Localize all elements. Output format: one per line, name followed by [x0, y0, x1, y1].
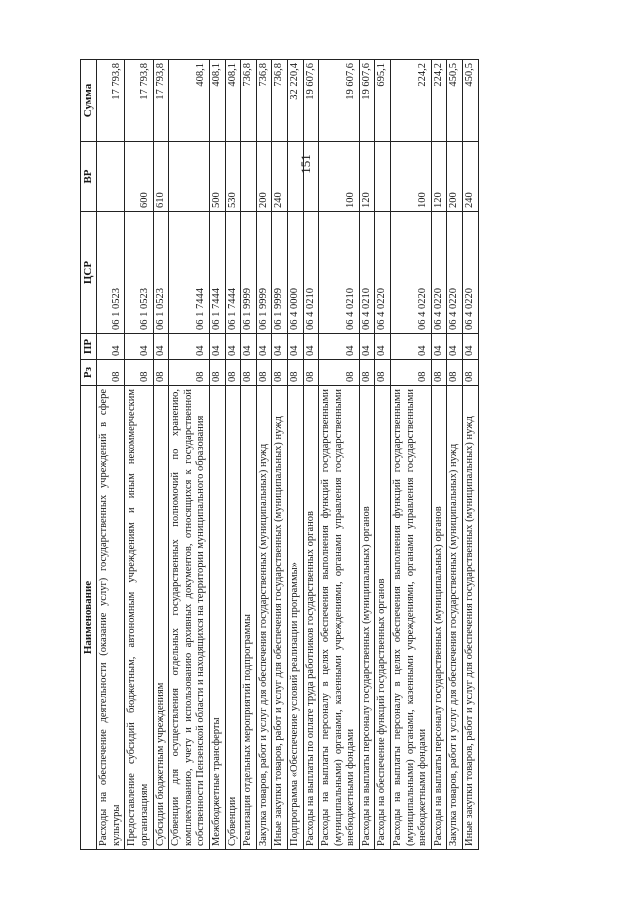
row-name: Иные закупки товаров, работ и услуг для обеспечения государственных (муниципальных) нужд [463, 386, 479, 850]
row-name: Субсидии бюджетным учреждениям [153, 386, 169, 850]
row-sum: 32 220,4 [287, 60, 303, 142]
row-csr: 06 1 7444 [169, 212, 210, 334]
row-sum: 224,2 [431, 60, 447, 142]
row-sum: 695,1 [375, 60, 391, 142]
table-row [303, 60, 319, 850]
row-vr: 610 [153, 142, 169, 212]
table-row [287, 60, 303, 850]
table-body [97, 60, 478, 850]
row-vr: 500 [209, 142, 225, 212]
table-row [319, 60, 360, 850]
row-name: Расходы на выплаты персоналу государственных (муниципальных) органов [431, 386, 447, 850]
row-csr: 06 4 0220 [463, 212, 479, 334]
row-csr: 06 1 0523 [97, 212, 125, 334]
table-row [209, 60, 225, 850]
table-row [241, 60, 257, 850]
row-sum: 736,8 [272, 60, 288, 142]
row-name: Расходы на выплаты персоналу в целях обеспечения выполнения функций государственными (муниципальными) органами, казенными учреждениями, органами управления государственными внебюджетными фондами [391, 386, 432, 850]
row-pr: 04 [209, 334, 225, 360]
row-pr: 04 [256, 334, 272, 360]
row-vr: 200 [256, 142, 272, 212]
row-csr: 06 4 0220 [391, 212, 432, 334]
row-vr: 120 [431, 142, 447, 212]
row-vr [169, 142, 210, 212]
row-name: Предоставление субсидий бюджетным, автономным учреждениям и иным некоммерческим организациям [125, 386, 153, 850]
row-sum: 408,1 [169, 60, 210, 142]
row-name: Реализация отдельных мероприятий подпрограммы [241, 386, 257, 850]
row-sum: 736,8 [241, 60, 257, 142]
row-rz: 08 [359, 360, 375, 386]
row-name: Субвенции [225, 386, 241, 850]
row-csr: 06 4 0220 [431, 212, 447, 334]
header-pr: ПР [81, 334, 97, 360]
row-csr: 06 1 9999 [256, 212, 272, 334]
row-rz: 08 [169, 360, 210, 386]
row-rz: 08 [463, 360, 479, 386]
row-vr [375, 142, 391, 212]
row-csr: 06 4 0210 [359, 212, 375, 334]
row-sum: 19 607,6 [303, 60, 319, 142]
row-rz: 08 [209, 360, 225, 386]
row-pr: 04 [125, 334, 153, 360]
row-name: Межбюджетные трансферты [209, 386, 225, 850]
table-row [375, 60, 391, 850]
row-sum: 17 793,8 [97, 60, 125, 142]
table-row [272, 60, 288, 850]
row-name: Субвенции для осуществления отдельных государственных полномочий по хранению, комплектованию, учету и использованию архивных документов, относящихся к государственной собственности Пензенской области и находящихся на территории муниципального образования [169, 386, 210, 850]
rotated-page-content [80, 60, 580, 850]
header-name: Наименование [81, 386, 97, 850]
table-row [359, 60, 375, 850]
table-row [169, 60, 210, 850]
table-row [125, 60, 153, 850]
row-name: Закупка товаров, работ и услуг для обеспечения государственных (муниципальных) нужд [447, 386, 463, 850]
row-pr: 04 [303, 334, 319, 360]
row-csr: 06 4 0210 [303, 212, 319, 334]
row-vr [287, 142, 303, 212]
row-vr: 200 [447, 142, 463, 212]
row-rz: 08 [97, 360, 125, 386]
row-rz: 08 [241, 360, 257, 386]
row-pr: 04 [287, 334, 303, 360]
row-sum: 17 793,8 [153, 60, 169, 142]
row-rz: 08 [375, 360, 391, 386]
row-rz: 08 [391, 360, 432, 386]
table-row [391, 60, 432, 850]
row-pr: 04 [319, 334, 360, 360]
row-pr: 04 [169, 334, 210, 360]
row-csr: 06 4 0210 [319, 212, 360, 334]
row-rz: 08 [256, 360, 272, 386]
row-csr: 06 1 7444 [225, 212, 241, 334]
row-pr: 04 [447, 334, 463, 360]
row-vr: 600 [125, 142, 153, 212]
row-vr [241, 142, 257, 212]
row-rz: 08 [319, 360, 360, 386]
page-number: 151 [297, 154, 313, 174]
row-csr: 06 1 9999 [272, 212, 288, 334]
row-rz: 08 [303, 360, 319, 386]
row-csr: 06 1 0523 [153, 212, 169, 334]
row-name: Расходы на выплаты персоналу государственных (муниципальных) органов [359, 386, 375, 850]
row-sum: 408,1 [225, 60, 241, 142]
row-sum: 17 793,8 [125, 60, 153, 142]
table-row [97, 60, 125, 850]
row-vr [97, 142, 125, 212]
row-csr: 06 1 0523 [125, 212, 153, 334]
row-pr: 04 [431, 334, 447, 360]
row-vr: 120 [359, 142, 375, 212]
row-rz: 08 [287, 360, 303, 386]
budget-table [80, 59, 479, 850]
header-rz: Рз [81, 360, 97, 386]
table-row [447, 60, 463, 850]
row-sum: 450,5 [463, 60, 479, 142]
row-rz: 08 [431, 360, 447, 386]
row-sum: 736,8 [256, 60, 272, 142]
row-name: Иные закупки товаров, работ и услуг для обеспечения государственных (муниципальных) нужд [272, 386, 288, 850]
row-vr: 100 [319, 142, 360, 212]
row-sum: 19 607,6 [359, 60, 375, 142]
row-vr: 240 [463, 142, 479, 212]
header-vr: ВР [81, 142, 97, 212]
table-row [463, 60, 479, 850]
row-rz: 08 [225, 360, 241, 386]
row-pr: 04 [241, 334, 257, 360]
row-pr: 04 [391, 334, 432, 360]
row-csr: 06 1 9999 [241, 212, 257, 334]
table-row [256, 60, 272, 850]
row-pr: 04 [463, 334, 479, 360]
header-sum: Сумма [81, 60, 97, 142]
row-name: Расходы на обеспечение функций государственных органов [375, 386, 391, 850]
row-csr: 06 1 7444 [209, 212, 225, 334]
row-rz: 08 [447, 360, 463, 386]
row-csr: 06 4 0000 [287, 212, 303, 334]
table-header-row [81, 60, 97, 850]
row-pr: 04 [97, 334, 125, 360]
row-vr: 530 [225, 142, 241, 212]
row-name: Закупка товаров, работ и услуг для обеспечения государственных (муниципальных) нужд [256, 386, 272, 850]
row-csr: 06 4 0220 [375, 212, 391, 334]
row-rz: 08 [153, 360, 169, 386]
row-rz: 08 [272, 360, 288, 386]
row-sum: 408,1 [209, 60, 225, 142]
row-name: Расходы на выплаты персоналу в целях обеспечения выполнения функций государственными (муниципальными) органами, казенными учреждениями, органами управления государственными внебюджетными фондами [319, 386, 360, 850]
row-pr: 04 [359, 334, 375, 360]
row-vr: 240 [272, 142, 288, 212]
table-row [153, 60, 169, 850]
row-sum: 19 607,6 [319, 60, 360, 142]
row-vr [303, 142, 319, 212]
row-pr: 04 [225, 334, 241, 360]
row-sum: 450,5 [447, 60, 463, 142]
table-row [225, 60, 241, 850]
row-name: Подпрограмма «Обеспечение условий реализации программы» [287, 386, 303, 850]
row-sum: 224,2 [391, 60, 432, 142]
row-pr: 04 [153, 334, 169, 360]
table-row [431, 60, 447, 850]
header-csr: ЦСР [81, 212, 97, 334]
row-csr: 06 4 0220 [447, 212, 463, 334]
row-name: Расходы на обеспечение деятельности (оказание услуг) государственных учреждений в сфере культуры [97, 386, 125, 850]
row-name: Расходы на выплаты по оплате труда работников государственных органов [303, 386, 319, 850]
row-vr: 100 [391, 142, 432, 212]
row-pr: 04 [272, 334, 288, 360]
row-rz: 08 [125, 360, 153, 386]
row-pr: 04 [375, 334, 391, 360]
